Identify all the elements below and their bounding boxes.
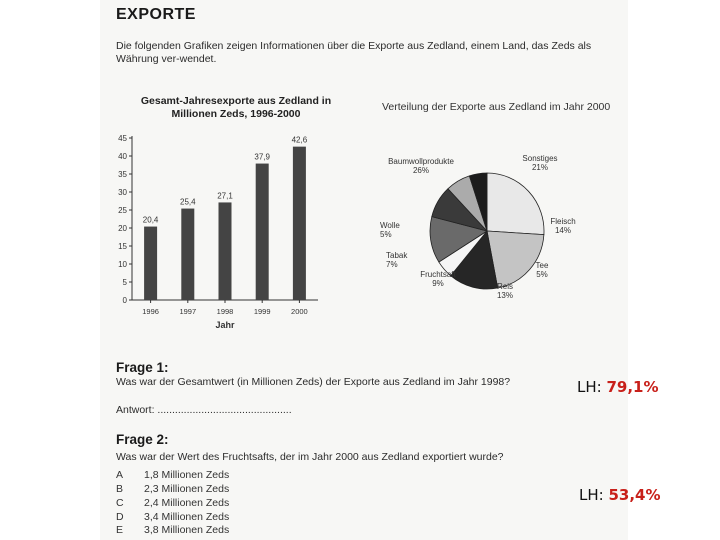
option-letter: D	[116, 511, 124, 523]
x-tick-label: 1997	[179, 307, 197, 316]
pie-chart-title: Verteilung der Exporte aus Zedland im Jahr 2000	[382, 101, 611, 113]
option-letter: B	[116, 483, 124, 495]
bar	[256, 164, 269, 300]
pie-chart	[380, 150, 590, 315]
slice-pct-label: 5%	[536, 270, 548, 279]
y-tick-label: 30	[118, 188, 127, 197]
slice-label: Fruchtsaft	[420, 270, 456, 279]
result-value: 79,1%	[606, 378, 659, 396]
slice-pct-label: 7%	[386, 260, 398, 269]
slice-label: Tee	[535, 261, 549, 270]
y-tick-label: 10	[118, 260, 127, 269]
option-a	[116, 469, 230, 481]
slice-label: Wolle	[380, 221, 400, 230]
y-tick-label: 45	[118, 134, 127, 143]
x-tick-label: 1996	[142, 307, 159, 316]
question-1-heading: Frage 1:	[116, 360, 169, 375]
question-2-text: Was war der Wert des Fruchtsafts, der im Jahr 2000 aus Zedland exportiert wurde?	[116, 451, 504, 463]
bar	[293, 147, 306, 300]
question-1-answer-line: Antwort: ..............................................	[116, 404, 292, 416]
bar	[144, 227, 157, 300]
slice-label: Fleisch	[550, 217, 576, 226]
y-tick-label: 20	[118, 224, 127, 233]
y-tick-label: 40	[118, 152, 127, 161]
bar-chart	[108, 128, 360, 333]
result-label: LH:	[577, 378, 602, 396]
question-1-result	[577, 378, 659, 396]
result-label: LH:	[579, 486, 604, 504]
option-b	[116, 483, 230, 495]
document-title: EXPORTE	[116, 6, 196, 23]
slice-pct-label: 9%	[432, 279, 444, 288]
x-tick-label: 1999	[253, 307, 271, 316]
option-text: 3,4 Millionen Zeds	[144, 511, 230, 523]
option-text: 2,3 Millionen Zeds	[144, 483, 230, 495]
option-letter: A	[116, 469, 124, 481]
bar-value-label: 27,1	[217, 191, 233, 201]
result-value: 53,4%	[608, 486, 661, 504]
slice-pct-label: 14%	[554, 226, 572, 235]
bar	[181, 209, 194, 300]
option-letter: C	[116, 497, 124, 509]
pie-slice	[487, 173, 544, 235]
option-c	[116, 497, 230, 509]
intro-text: Die folgenden Grafiken zeigen Informationen über die Exporte aus Zedland, einem Land, das Zeds als Währung ver-wendet.	[116, 40, 592, 65]
option-text: 3,8 Millionen Zeds	[144, 524, 230, 536]
x-tick-label: 2000	[291, 307, 308, 316]
bar-value-label: 20,4	[142, 215, 159, 225]
bar-value-label: 37,9	[254, 152, 270, 162]
option-text: 2,4 Millionen Zeds	[144, 497, 230, 509]
slice-pct-label: 21%	[531, 163, 549, 172]
slice-label: Sonstiges	[522, 154, 558, 163]
slice-pct-label: 26%	[412, 166, 430, 175]
x-axis-label: Jahr	[215, 320, 235, 330]
x-tick-label: 1998	[216, 307, 234, 316]
option-text: 1,8 Millionen Zeds	[144, 469, 230, 481]
slice-label: Reis	[496, 282, 514, 291]
y-tick-label: 5	[122, 278, 127, 287]
bar-value-label: 25,4	[180, 197, 196, 207]
question-2-heading: Frage 2:	[116, 432, 169, 447]
y-tick-label: 35	[118, 170, 127, 179]
slice-label: Tabak	[386, 251, 408, 260]
question-2-result	[579, 486, 661, 504]
bar-value-label: 42,6	[291, 135, 308, 145]
option-d	[116, 511, 230, 523]
slice-pct-label: 5%	[380, 230, 392, 239]
y-tick-label: 15	[118, 242, 127, 251]
bar	[219, 202, 232, 300]
bar-chart-title: Gesamt-Jahresexporte aus Zedland in Millionen Zeds, 1996-2000	[140, 95, 332, 120]
question-1-text: Was war der Gesamtwert (in Millionen Zeds) der Exporte aus Zedland im Jahr 1998?	[116, 376, 511, 388]
slice-pct-label: 13%	[496, 291, 514, 300]
slice-label: Baumwollprodukte	[388, 157, 454, 166]
option-e	[116, 524, 230, 536]
y-tick-label: 25	[118, 206, 127, 215]
option-letter: E	[116, 524, 124, 536]
y-tick-label: 0	[122, 296, 127, 305]
